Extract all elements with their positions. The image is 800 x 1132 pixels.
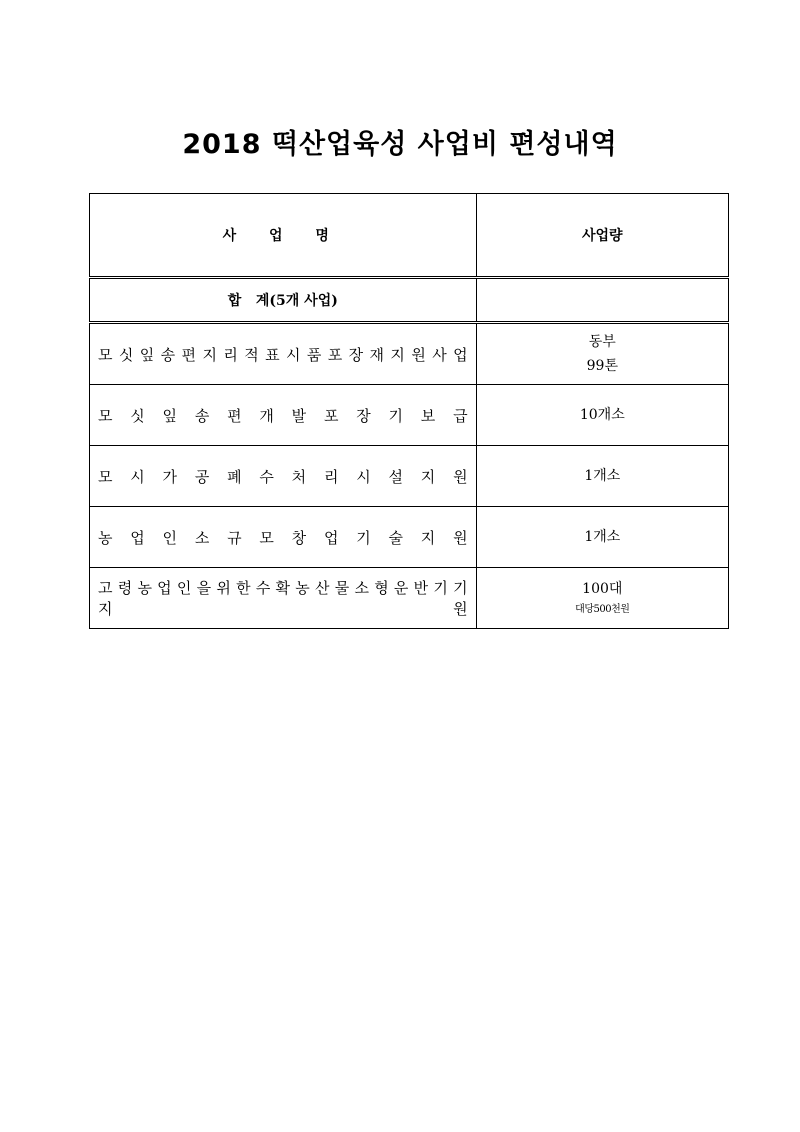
table-row [90, 323, 729, 385]
project-name: 고 령 농 업 인 을 위 한 수 확 농 산 물 소 형 운 반 기 기 지 원 [98, 579, 468, 618]
quantity-line: 10개소 [579, 407, 625, 423]
header-project-name: 사 업 명 [90, 194, 477, 278]
quantity-note: 대당500천원 [575, 604, 630, 615]
document-title: 2018 떡산업육성 사업비 편성내역 [182, 129, 618, 160]
project-name-cell [90, 446, 477, 507]
quantity-line: 1개소 [584, 529, 621, 545]
quantity-line: 동부 [588, 334, 616, 350]
project-name-cell [90, 507, 477, 568]
project-name-cell [90, 323, 477, 385]
quantity-cell [476, 323, 728, 385]
quantity-line: 100대 [582, 581, 623, 597]
table-header-row [90, 194, 729, 278]
project-name: 모 싯 잎 송 편 개 발 포 장 기 보 급 [98, 406, 468, 425]
project-name-cell [90, 568, 477, 629]
quantity-cell [476, 446, 728, 507]
quantity-line-2: 99톤 [586, 358, 618, 374]
total-label: 합 계(5개 사업) [90, 278, 477, 323]
quantity-cell [476, 385, 728, 446]
table-row [90, 446, 729, 507]
project-name: 농 업 인 소 규 모 창 업 기 술 지 원 [98, 528, 468, 547]
quantity-cell [476, 507, 728, 568]
header-quantity: 사업량 [476, 194, 728, 278]
project-name: 모 싯 잎 송 편 지 리 적 표 시 품 포 장 재 지 원 사 업 [98, 345, 468, 364]
table-row [90, 507, 729, 568]
total-row [90, 278, 729, 323]
quantity-line: 1개소 [584, 468, 621, 484]
project-name-cell [90, 385, 477, 446]
budget-table [89, 193, 729, 629]
total-quantity [476, 278, 728, 323]
project-name: 모 시 가 공 폐 수 처 리 시 설 지 원 [98, 467, 468, 486]
table-row [90, 568, 729, 629]
quantity-cell [476, 568, 728, 629]
table-row [90, 385, 729, 446]
